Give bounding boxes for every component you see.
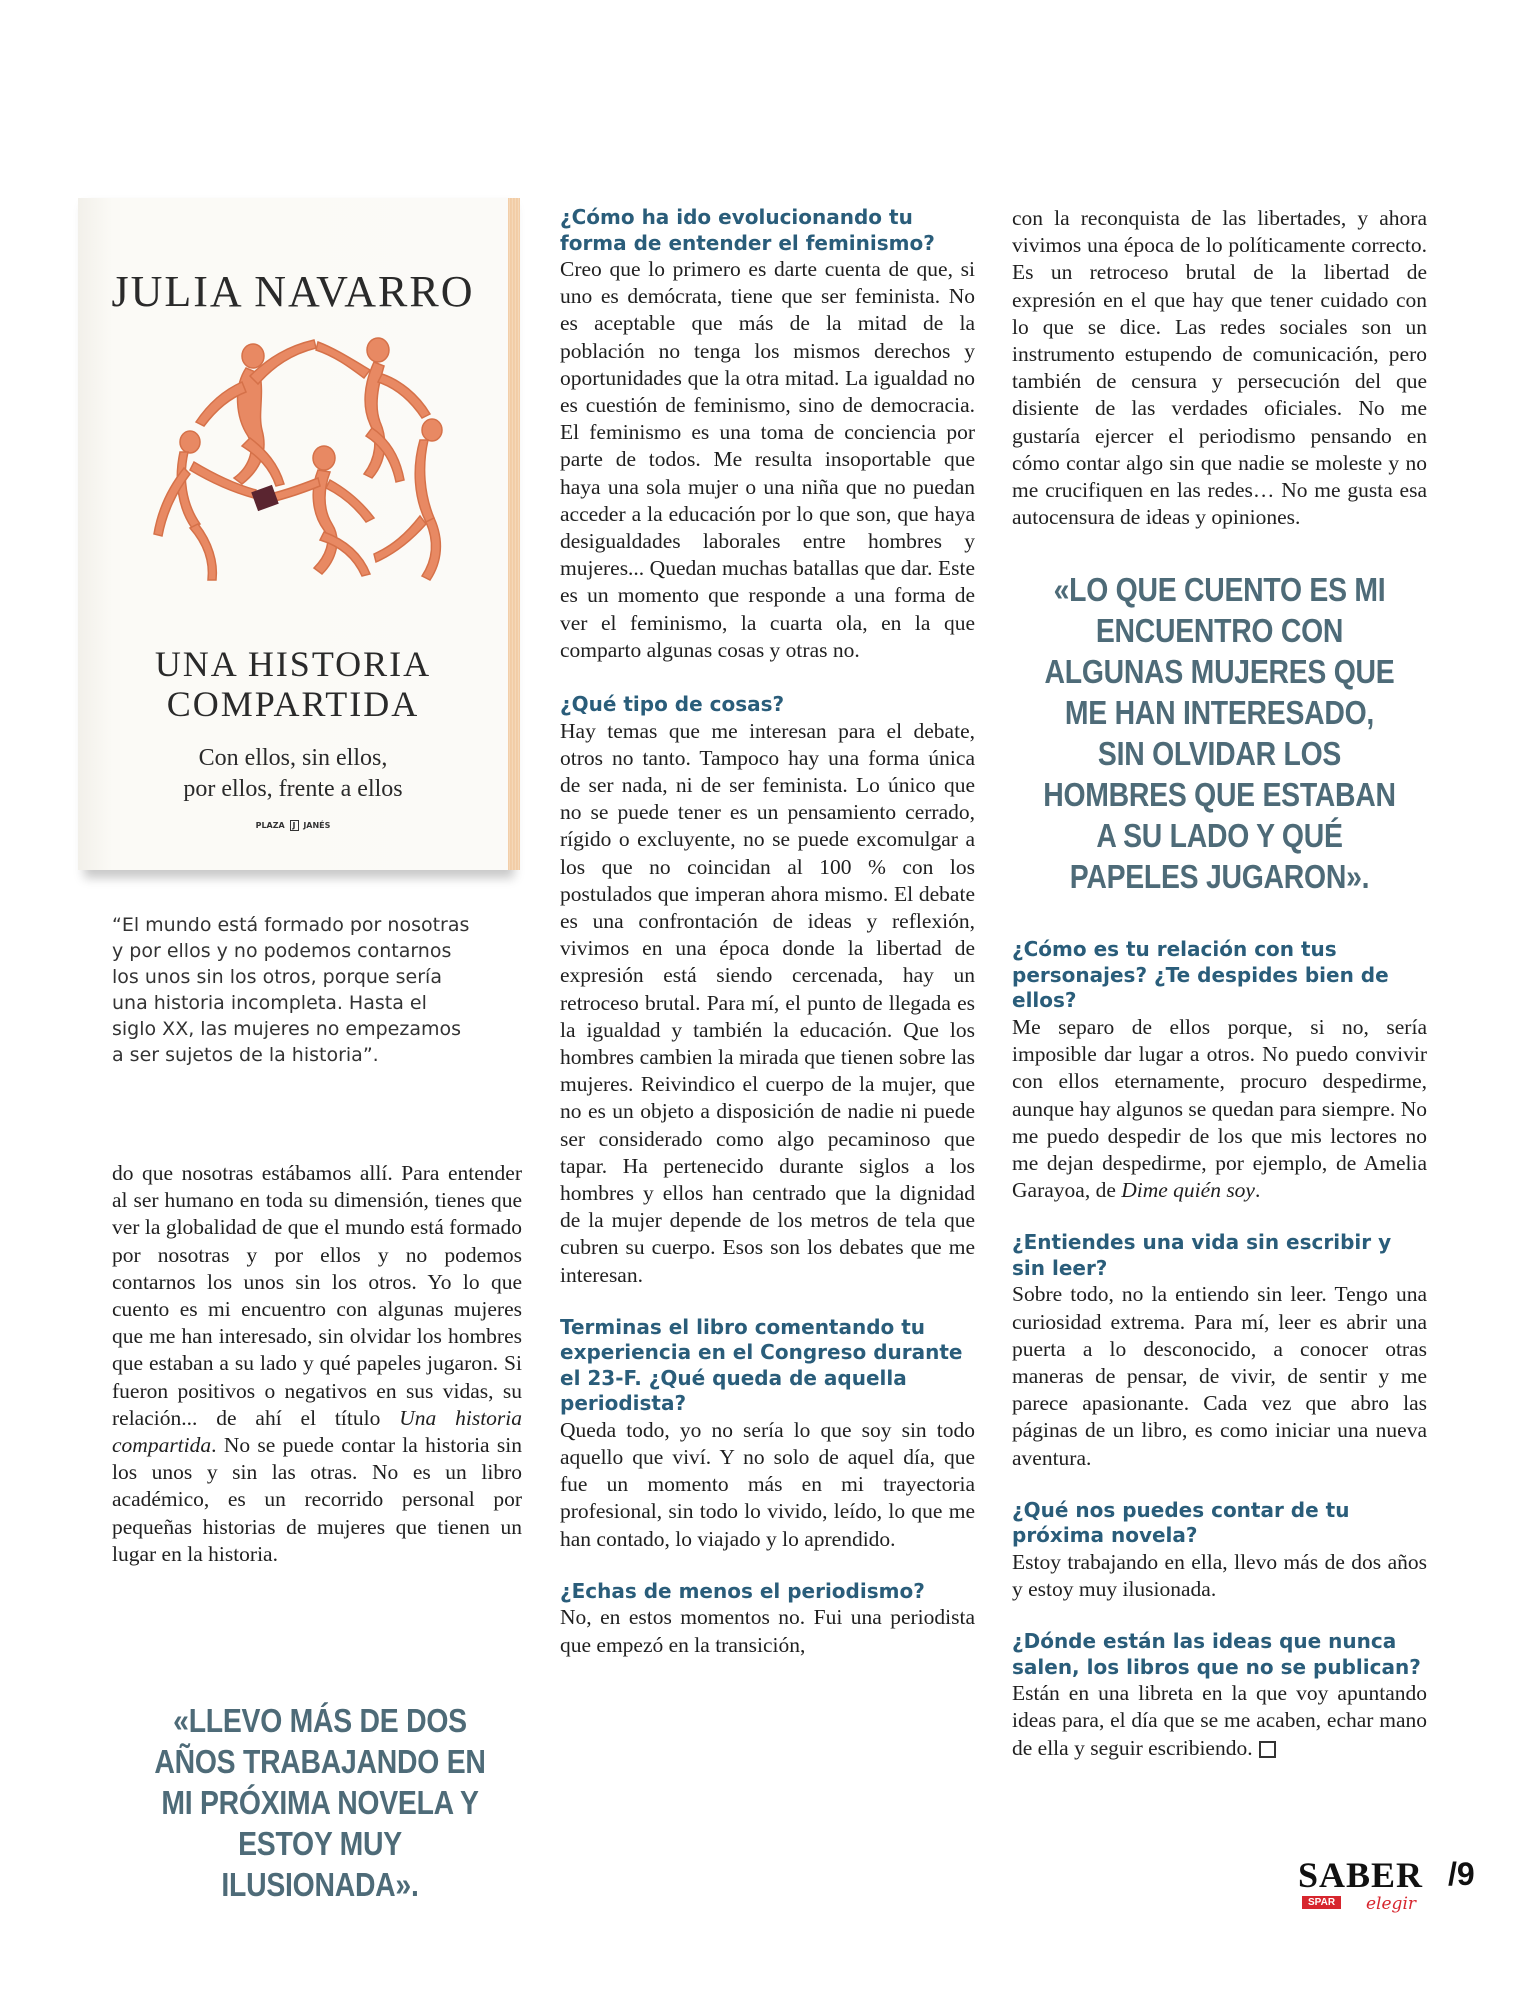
answer-4: No, en estos momentos no. Fui una periodista que empezó en la transición,: [560, 1605, 975, 1657]
book-title-line2: COMPARTIDA: [166, 684, 420, 724]
pullquote-1-box: [110, 1700, 530, 1905]
answer-7: Estoy trabajando en ella, llevo más de dos años y estoy muy ilusionada.: [1012, 1549, 1427, 1601]
question-7: ¿Qué nos puedes contar de tu próxima novela?: [1012, 1497, 1350, 1548]
book-title-line1: UNA HISTORIA: [154, 644, 432, 684]
brand-spar: SPAR: [1302, 1896, 1341, 1909]
answer-5-text: Me separo de ellos porque, si no, sería imposible dar lugar a otros. No puedo convivir con ellos eternamente, procuro despedirme, aunque hay algunos se quedan para siempre. No me puedo despedir de los que mis lectores no me dejan despedirme, por ejemplo, de Amelia Garayoa, de: [1012, 1014, 1427, 1203]
end-of-article-icon: [1259, 1741, 1276, 1758]
book-front: [78, 198, 508, 870]
brand-logo: [1298, 1854, 1498, 1924]
question-8: ¿Dónde están las ideas que nunca salen, los libros que no se publican?: [1012, 1629, 1421, 1679]
book-cover-image: [78, 198, 518, 880]
page-footer: [1298, 1854, 1498, 1924]
column-3: [1012, 205, 1427, 1762]
pullquote-2-box: [1012, 569, 1427, 897]
answer-5: [1012, 1014, 1427, 1204]
answer-1: Creo que lo primero es darte cuenta de que, si uno es demócrata, tiene que ser feminista. No es aceptable que más de la mitad de la población no tenga los mismos derechos y oportunidades que la otra mitad. La igualdad no es cuestión de feminismo, sino de democracia. El feminismo es una toma de conciencia por parte de todos. Me resulta insoportable que haya una sola mujer o una niña que no puedan acceder a la educación por lo que son, que haya desigualdades laborales entre hombres y mujeres... Quedan muchas batallas que dar. Este es un momento que responde a una forma de ver el feminismo, la cuarta ola, en la que comparto algunas cosas y otras no.: [560, 257, 975, 662]
question-1: ¿Cómo ha ido evolucionando tu forma de entender el feminismo?: [560, 205, 935, 255]
answer-3: Queda todo, yo no sería lo que soy sin todo aquello que viví. Y no solo de aquel día, que fue un momento más en mi trayectoria profesional, sin todo lo vivido, leído, lo que me han contado, lo viajado y lo aprendido.: [560, 1417, 975, 1551]
question-3: Terminas el libro comentando tu experiencia en el Congreso durante el 23-F. ¿Qué queda de aquella periodista?: [560, 1314, 963, 1416]
col1-text-a: do que nosotras estábamos allí. Para entender al ser humano en toda su dimensión, tienes que ver la globalidad de que el mundo está formado por nosotras y por ellos y no podemos contarnos los unos sin los otros. Yo lo que cuento es mi encuentro con algunas mujeres que me han interesado, sin olvidar los hombres que estaban a su lado y qué papeles jugaron. Si fueron positivos o negativos en sus vidas, su relación... de ahí el título: [112, 1161, 522, 1430]
book-title-italic: Una historia compartida: [112, 1405, 523, 1458]
pullquote-2: «LO QUE CUENTO ES MI ENCUENTRO CON ALGUNAS MUJERES QUE ME HAN INTERESADO, SIN OLVIDAR LOS HOMBRES QUE ESTABAN A SU LADO Y QUÉ PAPELES JUGARON».: [1043, 571, 1396, 896]
column-2: [560, 205, 975, 1659]
answer-2: Hay temas que me interesan para el debate, otros no tanto. Tampoco hay una forma única de ser nada, ni de ser feminista. Lo único que no se puede tener es un pensamiento cerrado, rígido o excluyente, no se puede excomulgar a los que no coincidan al 100 % con los postulados que imperan ahora mismo. El debate es una confrontación de ideas y reflexión, vivimos en una época donde la libertad de expresión está siendo cercenada, hay un retroceso brutal. Para mí, el punto de llegada es la igualdad y también la educación. Que los hombres cambien la mirada que tienen sobre las mujeres. Reivindico el cuerpo de la mujer, que no es un objeto a disposición de nadie ni puede ser considerado como algo pecaminoso que tapar. Ha pertenecido durante siglos a los hombres y ellos han centrado que la dignidad de la mujer depende de los metros de tela que cubren su cuerpo. Esos son los debates que me interesan.: [560, 718, 975, 1287]
book-subtitle-line2: por ellos, frente a ellos: [183, 776, 403, 802]
column-1: [112, 1160, 522, 1568]
publisher-right: JANÉS: [303, 821, 331, 830]
publisher-logo: [78, 820, 508, 831]
col1-paragraph: [112, 1160, 522, 1568]
book-caption: “El mundo está formado por nosotras y por ellos y no podemos contarnos los unos sin los otros, porque sería una historia incompleta. Hasta el siglo XX, las mujeres no empezamos a ser sujetos de la historia”.: [112, 914, 470, 1066]
question-4: ¿Echas de menos el periodismo?: [560, 1578, 925, 1603]
dancers-illustration: [138, 318, 468, 588]
book-title-italic-2: Dime quién soy: [1121, 1178, 1255, 1203]
answer-6: Sobre todo, no la entiendo sin leer. Tengo una curiosidad extrema. Para mí, leer es abrir una puerta a lo desconocido, a conocer otras maneras de pensar, de vivir, de sentir y me parece apasionante. Cada vez que abro las páginas de un libro, es como iniciar una nueva aventura.: [1012, 1282, 1427, 1470]
brand-elegir: elegir: [1366, 1894, 1417, 1914]
publisher-left: PLAZA: [255, 821, 285, 830]
answer-4-continued: con la reconquista de las libertades, y ahora vivimos una época de lo políticamente correcto. Es un retroceso brutal de la libertad de expresión en el que hay que tener cuidado con lo que se dice. Las redes sociales son un instrumento estupendo de comunicación, pero también de censura y persecución del que disiente de las verdades oficiales. No me gustaría ejercer el periodismo pensando en cómo contar algo sin que nadie se moleste y no me crucifiquen en las redes… No me gusta esa autocensura de ideas y opiniones.: [1012, 206, 1427, 530]
answer-8: [1012, 1680, 1427, 1762]
question-5: ¿Cómo es tu relación con tus personajes? ¿Te despides bien de ellos?: [1012, 937, 1389, 1013]
book-page-edges: [508, 198, 520, 870]
question-6: ¿Entiendes una vida sin escribir y sin leer?: [1012, 1230, 1392, 1280]
book-author: JULIA NAVARRO: [111, 267, 475, 316]
brand-saber: SABER: [1298, 1855, 1424, 1895]
answer-5-end: .: [1254, 1178, 1261, 1203]
answer-8-text: Están en una libreta en la que voy apuntando ideas para, el día que se me acaben, echar mano de ella y seguir escribiendo.: [1012, 1681, 1427, 1760]
pullquote-1: «LLEVO MÁS DE DOS AÑOS TRABAJANDO EN MI PRÓXIMA NOVELA Y ESTOY MUY ILUSIONADA».: [154, 1702, 486, 1903]
publisher-mark: J: [290, 820, 299, 831]
page-number: /9: [1448, 1856, 1475, 1892]
col1-text-b: . No se puede contar la historia sin los unos y sin las otras. No es un libro académico, es un recorrido personal por pequeñas historias de mujeres que tienen un lugar en la historia.: [112, 1433, 522, 1566]
book-subtitle-line1: Con ellos, sin ellos,: [198, 745, 388, 771]
question-2: ¿Qué tipo de cosas?: [560, 692, 785, 717]
